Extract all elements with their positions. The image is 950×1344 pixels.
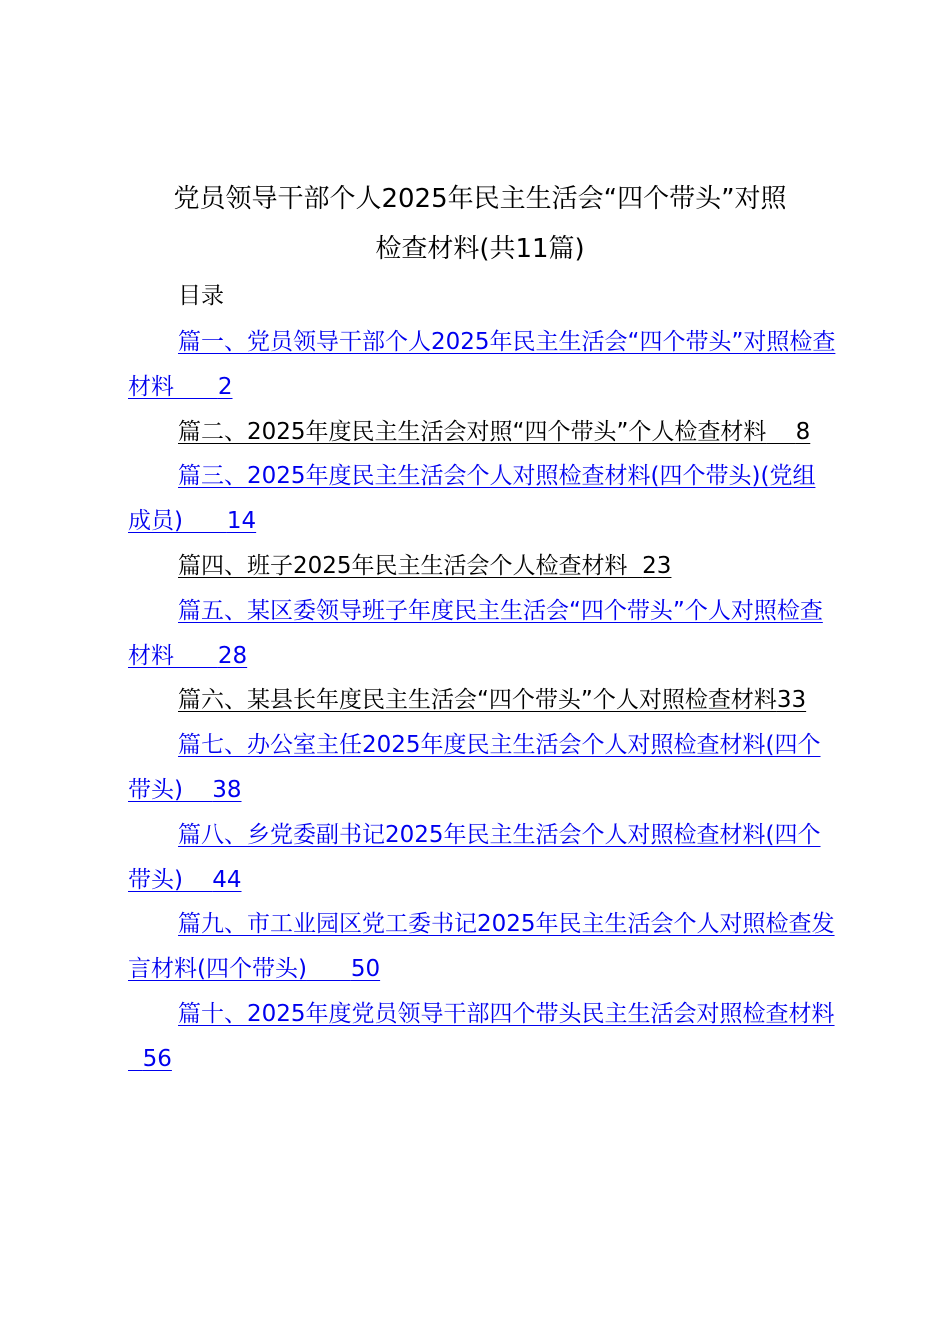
toc-entry-text: 篇六、某县长年度民主生活会“四个带头”个人对照检查材料 [178, 687, 777, 714]
toc-entry-text: 篇八、乡党委副书记2025年民主生活会个人对照检查材料(四个带头) [128, 821, 821, 893]
toc-page-number: 8 [795, 418, 811, 445]
toc-entry-3[interactable] [128, 454, 838, 544]
toc-page-number: 33 [776, 687, 807, 714]
toc-entry-text: 篇四、班子2025年民主生活会个人检查材料 [178, 552, 628, 579]
toc-page-separator [174, 643, 218, 669]
toc-entry-6[interactable] [128, 678, 838, 723]
toc-entry-text: 篇九、市工业园区党工委书记2025年民主生活会个人对照检查发言材料(四个带头) [128, 911, 835, 983]
toc-page-separator [307, 956, 351, 982]
toc-page-number: 56 [142, 1045, 172, 1072]
toc-heading: 目录 [178, 283, 224, 309]
toc-entry-text: 篇十、2025年度党员领导干部四个带头民主生活会对照检查材料 [178, 1000, 835, 1027]
toc-page-separator [628, 553, 643, 579]
toc-entry-2[interactable] [128, 410, 838, 455]
document-title [100, 174, 860, 274]
toc-entry-4[interactable] [128, 544, 838, 589]
toc-entry-text: 篇三、2025年度民主生活会个人对照检查材料(四个带头)(党组成员) [128, 463, 816, 535]
toc-entry-8[interactable] [128, 813, 838, 903]
toc-page-separator [766, 419, 795, 445]
toc-page-separator [183, 777, 212, 803]
toc-page-separator [183, 508, 227, 534]
toc-entry-1[interactable] [128, 320, 838, 410]
toc-page-number: 23 [642, 552, 672, 579]
toc-entry-7[interactable] [128, 723, 838, 813]
toc-page-number: 38 [212, 776, 242, 803]
toc-page-number: 50 [350, 956, 381, 983]
toc-entry-9[interactable] [128, 902, 838, 992]
toc-page-number: 44 [212, 866, 242, 893]
toc-page-separator [128, 1046, 143, 1072]
toc-entry-5[interactable] [128, 589, 838, 679]
toc-entry-text: 篇一、党员领导干部个人2025年民主生活会“四个带头”对照检查材料 [128, 329, 836, 400]
toc-page-separator [174, 374, 218, 400]
table-of-contents [128, 320, 838, 1082]
toc-page-number: 2 [217, 373, 233, 400]
toc-entry-text: 篇五、某区委领导班子年度民主生活会“四个带头”个人对照检查材料 [128, 597, 823, 669]
toc-page-number: 28 [217, 642, 248, 669]
title-line-1: 党员领导干部个人2025年民主生活会“四个带头”对照 [173, 184, 787, 214]
toc-entry-10[interactable] [128, 992, 838, 1082]
toc-entry-text: 篇二、2025年度民主生活会对照“四个带头”个人检查材料 [178, 418, 767, 445]
toc-page-number: 14 [226, 508, 257, 535]
toc-page-separator [183, 867, 212, 893]
title-line-2: 检查材料(共11篇) [375, 234, 585, 264]
toc-entry-text: 篇七、办公室主任2025年度民主生活会个人对照检查材料(四个带头) [128, 732, 821, 803]
